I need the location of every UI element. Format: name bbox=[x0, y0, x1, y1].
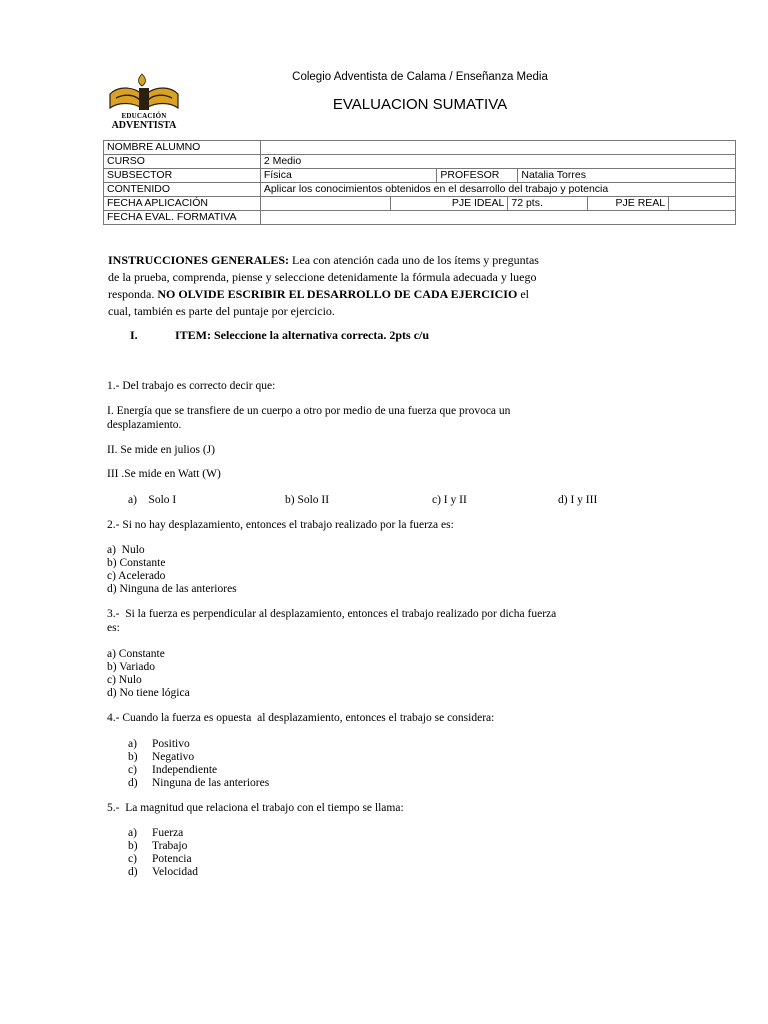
profesor-label: PROFESOR bbox=[437, 169, 518, 183]
question-3-cont: es: bbox=[107, 622, 120, 634]
q4-option-a[interactable]: Positivo bbox=[152, 738, 190, 750]
instructions-line3a: responda. bbox=[108, 287, 158, 301]
instructions-line3b: el bbox=[517, 287, 529, 301]
instructions-emphasis: NO OLVIDE ESCRIBIR EL DESARROLLO DE CADA EJERCICIO bbox=[157, 287, 518, 301]
fecha-aplicacion-field[interactable] bbox=[260, 197, 390, 211]
q3-option-a[interactable]: a) Constante bbox=[107, 648, 165, 660]
q4-option-d[interactable]: Ninguna de las anteriores bbox=[152, 777, 270, 789]
contenido-value: Aplicar los conocimientos obtenidos en el desarrollo del trabajo y potencia bbox=[260, 183, 735, 197]
q2-option-c[interactable]: c) Acelerado bbox=[107, 570, 166, 582]
section-number: I. bbox=[130, 328, 138, 342]
q4-option-a-letter: a) bbox=[128, 738, 137, 750]
q4-option-b-letter: b) bbox=[128, 751, 138, 763]
table-row bbox=[104, 141, 736, 155]
q3-option-b[interactable]: b) Variado bbox=[107, 661, 156, 673]
logo-emblem-icon bbox=[106, 72, 182, 114]
q4-option-b[interactable]: Negativo bbox=[152, 751, 195, 763]
q3-option-c[interactable]: c) Nulo bbox=[107, 674, 142, 686]
pje-ideal-label: PJE IDEAL bbox=[390, 197, 508, 211]
question-2: 2.- Si no hay desplazamiento, entonces el trabajo realizado por la fuerza es: bbox=[107, 519, 454, 531]
q1-statement-3: III .Se mide en Watt (W) bbox=[107, 468, 221, 480]
q2-option-d[interactable]: d) Ninguna de las anteriores bbox=[107, 583, 237, 595]
table-row bbox=[104, 169, 736, 183]
table-row bbox=[104, 211, 736, 225]
pje-real-label: PJE REAL bbox=[588, 197, 669, 211]
instructions-heading: INSTRUCCIONES GENERALES: bbox=[108, 253, 290, 267]
subsector-label: SUBSECTOR bbox=[104, 169, 261, 183]
school-name: Colegio Adventista de Calama / Enseñanza Media bbox=[292, 71, 548, 83]
fecha-aplicacion-label: FECHA APLICACIÓN bbox=[104, 197, 261, 211]
logo-text-line1: EDUCACIÓN bbox=[121, 112, 167, 120]
q5-option-a-letter: a) bbox=[128, 827, 137, 839]
pje-ideal-value: 72 pts. bbox=[508, 197, 588, 211]
q3-option-d[interactable]: d) No tiene lógica bbox=[107, 687, 190, 699]
question-5: 5.- La magnitud que relaciona el trabajo con el tiempo se llama: bbox=[107, 802, 404, 814]
question-4: 4.- Cuando la fuerza es opuesta al desplazamiento, entonces el trabajo se considera: bbox=[107, 712, 495, 724]
q1-statement-1-cont: desplazamiento. bbox=[107, 419, 182, 431]
contenido-label: CONTENIDO bbox=[104, 183, 261, 197]
page-title: EVALUACION SUMATIVA bbox=[332, 96, 508, 113]
school-logo bbox=[106, 72, 182, 132]
q1-option-b[interactable]: b) Solo II bbox=[285, 494, 330, 506]
nombre-label: NOMBRE ALUMNO bbox=[104, 141, 261, 155]
q2-option-a[interactable]: a) Nulo bbox=[107, 544, 145, 556]
q1-statement-1: I. Energía que se transfiere de un cuerpo a otro por medio de una fuerza que provoca un bbox=[107, 405, 511, 417]
q1-statement-2: II. Se mide en julios (J) bbox=[107, 444, 215, 456]
fecha-eval-field[interactable] bbox=[260, 211, 735, 225]
curso-label: CURSO bbox=[104, 155, 261, 169]
student-info-table bbox=[103, 140, 736, 225]
instructions-line4: cual, también es parte del puntaje por ejercicio. bbox=[108, 304, 335, 318]
question-3: 3.- Si la fuerza es perpendicular al desplazamiento, entonces el trabajo realizado por dicha fuerza bbox=[107, 608, 557, 620]
curso-value: 2 Medio bbox=[260, 155, 735, 169]
table-row bbox=[104, 183, 736, 197]
instructions-line2: de la prueba, comprenda, piense y seleccione detenidamente la fórmula adecuada y luego bbox=[108, 270, 537, 284]
instructions-block bbox=[108, 252, 728, 320]
q4-option-d-letter: d) bbox=[128, 777, 138, 789]
q5-option-c[interactable]: Potencia bbox=[152, 853, 192, 865]
q2-option-b[interactable]: b) Constante bbox=[107, 557, 166, 569]
table-row bbox=[104, 155, 736, 169]
q5-option-d[interactable]: Velocidad bbox=[152, 866, 198, 878]
nombre-field[interactable] bbox=[260, 141, 735, 155]
q1-option-a[interactable]: a) Solo I bbox=[128, 494, 177, 506]
section-title: ITEM: Seleccione la alternativa correcta. 2pts c/u bbox=[175, 328, 430, 342]
q5-option-a[interactable]: Fuerza bbox=[152, 827, 184, 839]
q1-option-d[interactable]: d) I y III bbox=[558, 494, 598, 506]
fecha-eval-label: FECHA EVAL. FORMATIVA bbox=[104, 211, 261, 225]
pje-real-field[interactable] bbox=[669, 197, 736, 211]
q5-option-b[interactable]: Trabajo bbox=[152, 840, 188, 852]
q1-option-c[interactable]: c) I y II bbox=[432, 494, 467, 506]
q5-option-c-letter: c) bbox=[128, 853, 137, 865]
q4-option-c-letter: c) bbox=[128, 764, 137, 776]
q5-option-b-letter: b) bbox=[128, 840, 138, 852]
logo-text-line2: ADVENTISTA bbox=[111, 120, 177, 131]
subsector-value: Física bbox=[260, 169, 437, 183]
instructions-text: Lea con atención cada uno de los ítems y preguntas bbox=[289, 253, 539, 267]
table-row bbox=[104, 197, 736, 211]
question-1: 1.- Del trabajo es correcto decir que: bbox=[107, 380, 276, 392]
profesor-value: Natalia Torres bbox=[518, 169, 736, 183]
q4-option-c[interactable]: Independiente bbox=[152, 764, 218, 776]
q5-option-d-letter: d) bbox=[128, 866, 138, 878]
